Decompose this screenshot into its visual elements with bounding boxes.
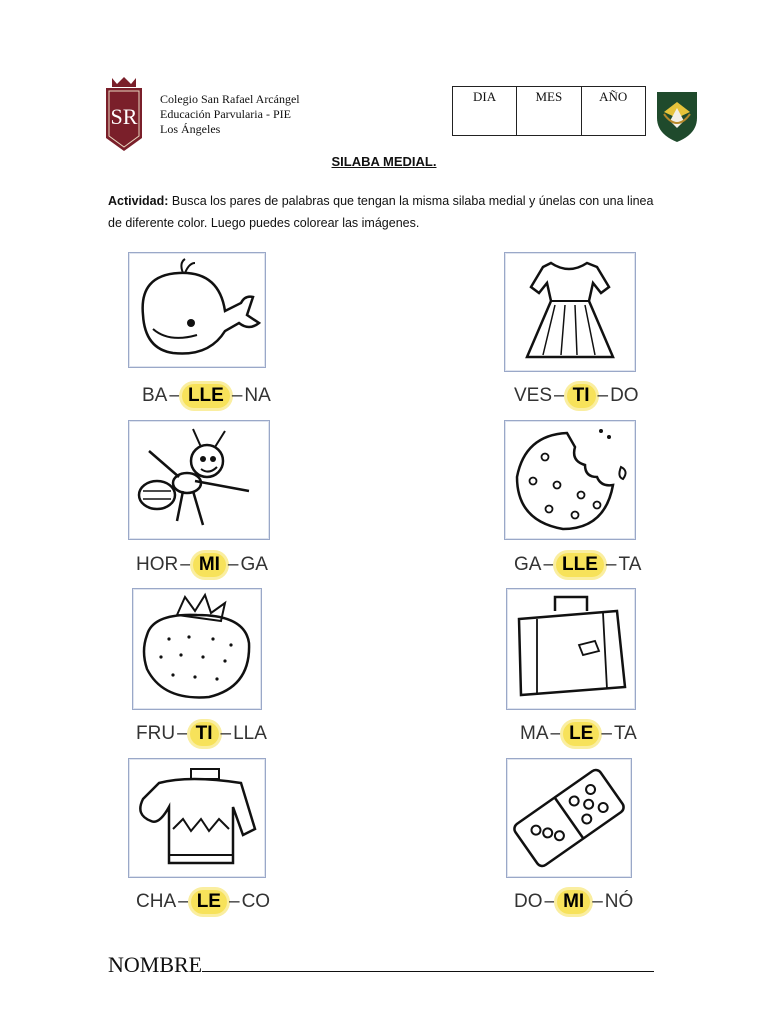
- name-field[interactable]: [108, 952, 654, 978]
- ant-icon: [129, 421, 269, 539]
- whale-icon: [129, 253, 265, 367]
- suitcase-picture[interactable]: [506, 588, 636, 710]
- syllable-first: BA: [142, 385, 168, 406]
- ant-picture[interactable]: [128, 420, 270, 540]
- word-hormiga: HOR – MI – GA: [136, 554, 268, 575]
- syllable-medial: MI: [557, 890, 590, 914]
- syllable-first: GA: [514, 554, 542, 575]
- whale-picture[interactable]: [128, 252, 266, 368]
- syllable-last: NA: [244, 385, 271, 406]
- syllable-first: DO: [514, 891, 543, 912]
- school-program: Educación Parvularia - PIE: [160, 107, 291, 121]
- instructions-label: Actividad:: [108, 194, 169, 208]
- syllable-last: DO: [610, 385, 639, 406]
- domino-icon: [507, 759, 631, 877]
- date-table: [452, 86, 646, 136]
- date-day-cell[interactable]: DIA: [453, 87, 517, 136]
- syllable-first: FRU: [136, 723, 176, 744]
- syllable-first: MA: [520, 723, 549, 744]
- syllable-medial: LE: [191, 890, 227, 914]
- instructions: [108, 190, 668, 234]
- syllable-last: CO: [241, 891, 271, 912]
- dress-icon: [505, 253, 635, 371]
- name-label: NOMBRE: [108, 952, 203, 977]
- cookie-picture[interactable]: [504, 420, 636, 540]
- word-chaleco: CHA – LE – CO: [136, 891, 271, 912]
- syllable-medial: TI: [567, 384, 596, 408]
- word-maleta: MA – LE – TA: [520, 723, 637, 744]
- school-logo-icon: [104, 76, 144, 152]
- school-info: [160, 92, 300, 137]
- syllable-medial: MI: [193, 553, 226, 577]
- cookie-icon: [505, 421, 635, 539]
- syllable-last: GA: [240, 554, 268, 575]
- word-domino: DO – MI – NÓ: [514, 891, 634, 912]
- strawberry-picture[interactable]: [132, 588, 262, 710]
- word-frutilla: FRU – TI – LLA: [136, 723, 267, 744]
- sweater-picture[interactable]: [128, 758, 266, 878]
- syllable-medial: LE: [563, 722, 599, 746]
- syllable-medial: LLE: [556, 553, 604, 577]
- syllable-medial: TI: [190, 722, 219, 746]
- name-line[interactable]: [202, 953, 654, 972]
- syllable-last: NÓ: [604, 891, 634, 912]
- word-galleta: GA – LLE – TA: [514, 554, 642, 575]
- strawberry-icon: [133, 589, 261, 709]
- syllable-last: TA: [613, 723, 637, 744]
- date-year-cell[interactable]: AÑO: [581, 87, 646, 136]
- crest-icon: [654, 88, 700, 144]
- suitcase-icon: [507, 589, 635, 709]
- syllable-first: VES: [514, 385, 553, 406]
- school-name: Colegio San Rafael Arcángel: [160, 92, 300, 106]
- word-vestido: VES – TI – DO: [514, 385, 639, 406]
- page-title: SILABA MEDIAL.: [331, 154, 437, 169]
- syllable-last: LLA: [233, 723, 267, 744]
- svg-text:SR: SR: [110, 104, 138, 129]
- domino-picture[interactable]: [506, 758, 632, 878]
- syllable-first: CHA: [136, 891, 177, 912]
- instructions-text: Busca los pares de palabras que tengan la misma silaba medial y únelas con una linea de diferente color. Luego puedes colorear las imágenes.: [108, 194, 654, 230]
- syllable-last: TA: [618, 554, 642, 575]
- date-month-cell[interactable]: MES: [517, 87, 581, 136]
- syllable-first: HOR: [136, 554, 179, 575]
- syllable-medial: LLE: [182, 384, 230, 408]
- word-ballena: BA – LLE – NA: [142, 385, 271, 406]
- school-city: Los Ángeles: [160, 122, 221, 136]
- dress-picture[interactable]: [504, 252, 636, 372]
- sweater-icon: [129, 759, 265, 877]
